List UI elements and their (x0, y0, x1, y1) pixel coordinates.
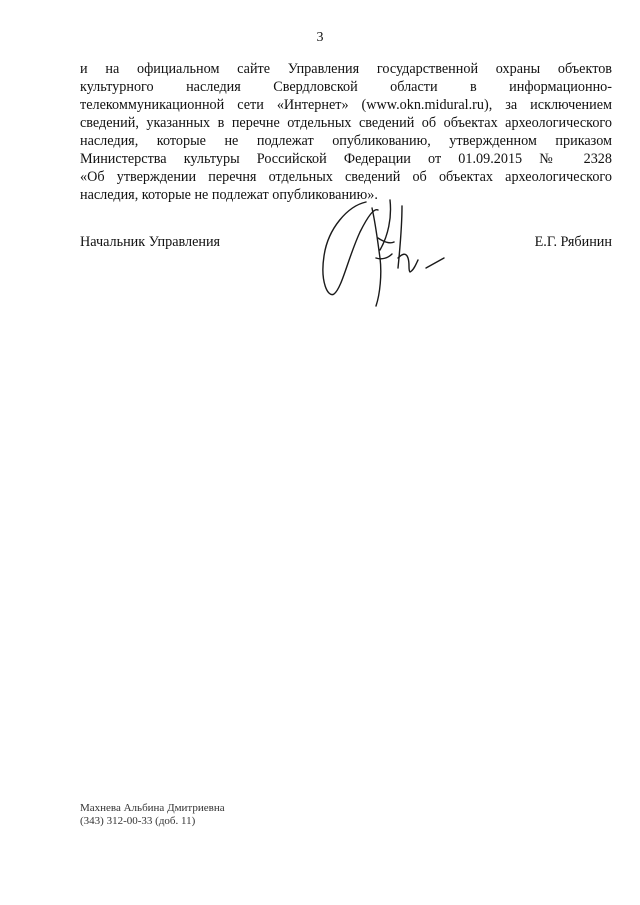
signer-title: Начальник Управления (80, 234, 221, 250)
executor-phone: (343) 312-00-33 (доб. 11) (80, 815, 196, 827)
document-footer (80, 802, 225, 828)
document-body (80, 60, 612, 204)
body-line-1: и на официальном сайте Управления государственной охраны объектов (80, 61, 612, 77)
body-line-6: Министерства культуры Российской Федерации от 01.09.2015 № 2328 (80, 151, 612, 167)
body-line-7: «Об утверждении перечня отдельных сведений об объектах археологического (80, 169, 612, 185)
body-line-5: наследия, которые не подлежат опубликованию, утвержденном приказом (80, 133, 612, 149)
executor-name: Махнева Альбина Дмитриевна (80, 802, 225, 814)
body-line-2: культурного наследия Свердловской области в информационно- (80, 79, 612, 95)
body-line-4: сведений, указанных в перечне отдельных сведений об объектах археологического (80, 115, 612, 131)
body-line-3: телекоммуникационной сети «Интернет» (www.okn.midural.ru), за исключением (80, 97, 612, 113)
body-line-8: наследия, которые не подлежат опубликованию». (80, 187, 378, 203)
handwritten-signature (318, 198, 448, 318)
signer-name: Е.Г. Рябинин (534, 234, 612, 250)
page-number: 3 (316, 30, 324, 45)
